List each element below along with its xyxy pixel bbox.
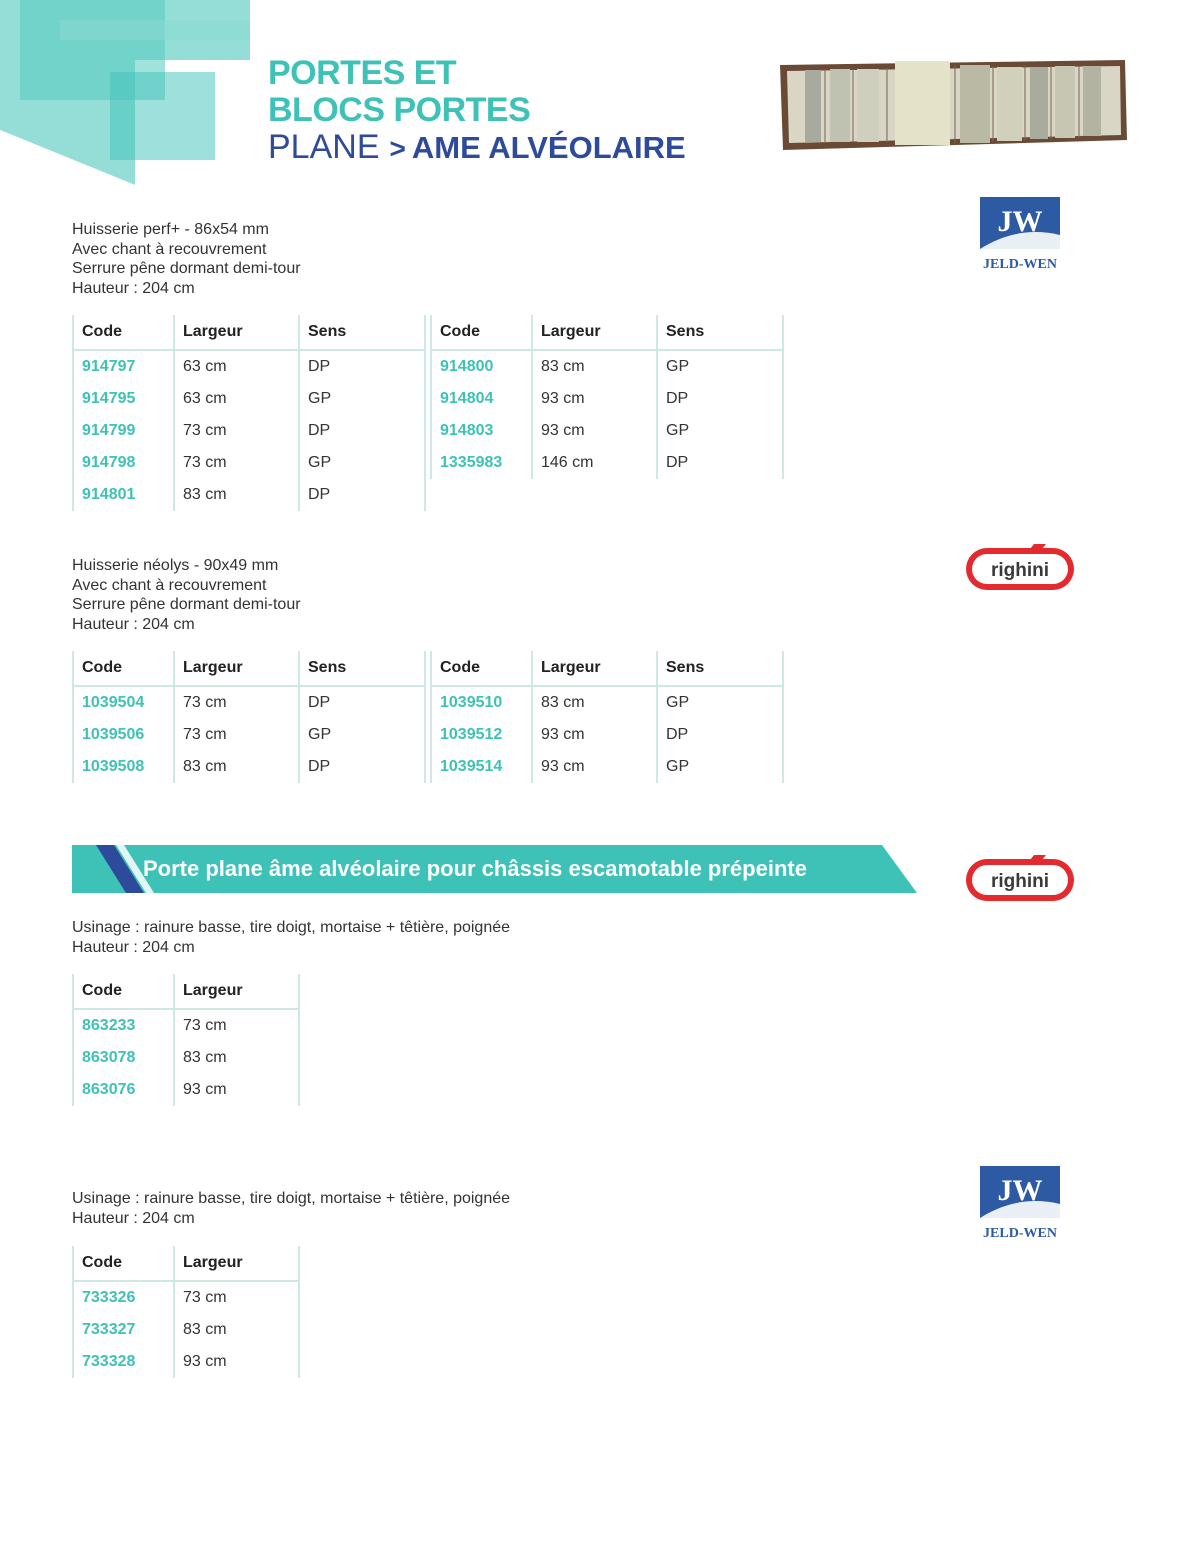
product-code: 733326 (73, 1281, 174, 1314)
direction-value: DP (299, 751, 425, 783)
title-subtitle: AME ALVÉOLAIRE (411, 130, 686, 165)
product-code: 914800 (431, 350, 532, 383)
door-core-image (775, 45, 1130, 155)
table-row (431, 751, 783, 783)
desc-line: Hauteur : 204 cm (72, 615, 195, 633)
desc-line: Serrure pêne dormant demi-tour (72, 596, 301, 613)
table-row (73, 686, 425, 719)
product-code: 863233 (73, 1009, 174, 1042)
product-code: 914799 (73, 415, 174, 447)
width-value: 73 cm (174, 1009, 299, 1042)
banner-title: Porte plane âme alvéolaire pour châssis escamotable prépeinte (143, 856, 807, 881)
jeldwen-logo (978, 1164, 1062, 1244)
header-sens: Sens (657, 315, 783, 350)
table-row (73, 383, 425, 415)
product-code: 1039510 (431, 686, 532, 719)
title-line-2: BLOCS PORTES (268, 91, 531, 129)
table-row (73, 447, 425, 479)
jeldwen-mark: JW (997, 205, 1043, 238)
header-code: Code (431, 315, 532, 350)
product-code: 1039504 (73, 686, 174, 719)
table-header-row (431, 651, 783, 686)
direction-value: DP (299, 479, 425, 511)
width-value: 93 cm (174, 1346, 299, 1378)
header-largeur: Largeur (174, 1246, 299, 1281)
table-row (73, 1346, 299, 1378)
direction-value: GP (299, 383, 425, 415)
direction-value: DP (657, 719, 783, 751)
desc-line: Usinage : rainure basse, tire doigt, mortaise + têtière, poignée (72, 1190, 511, 1207)
header-largeur: Largeur (532, 651, 657, 686)
table-row (431, 719, 783, 751)
table-row (431, 350, 783, 383)
direction-value: DP (299, 686, 425, 719)
width-value: 73 cm (174, 719, 299, 751)
header-largeur: Largeur (174, 315, 299, 350)
title-plane: PLANE (268, 128, 380, 166)
width-value: 83 cm (174, 479, 299, 511)
header-code: Code (73, 1246, 174, 1281)
jeldwen-mark: JW (997, 1174, 1043, 1207)
table-row (73, 350, 425, 383)
product-code: 1335983 (431, 447, 532, 479)
desc-line: Hauteur : 204 cm (72, 1209, 195, 1227)
desc-line: Hauteur : 204 cm (72, 279, 195, 297)
title-separator: > (389, 133, 406, 164)
direction-value: DP (299, 350, 425, 383)
section3-table (72, 974, 300, 1106)
direction-value: GP (657, 415, 783, 447)
jeldwen-name: JELD-WEN (983, 257, 1057, 272)
section1-table-left (72, 315, 426, 511)
table-header-row (73, 651, 425, 686)
table-row (73, 415, 425, 447)
desc-line: Serrure pêne dormant demi-tour (72, 260, 301, 277)
section1-table-right (430, 315, 784, 479)
table-row (73, 751, 425, 783)
title-line-3 (268, 129, 686, 167)
header-largeur: Largeur (174, 651, 299, 686)
product-code: 863078 (73, 1042, 174, 1074)
width-value: 73 cm (174, 686, 299, 719)
table-row (431, 383, 783, 415)
product-code: 914804 (431, 383, 532, 415)
direction-value: DP (657, 383, 783, 415)
width-value: 83 cm (174, 1042, 299, 1074)
table-row (73, 1281, 299, 1314)
header-largeur: Largeur (174, 974, 299, 1009)
header-sens: Sens (299, 651, 425, 686)
desc-line: Avec chant à recouvrement (72, 576, 267, 594)
desc-line: Hauteur : 204 cm (72, 938, 195, 956)
width-value: 146 cm (532, 447, 657, 479)
righini-name: righini (990, 560, 1050, 581)
width-value: 93 cm (174, 1074, 299, 1106)
table-row (73, 1042, 299, 1074)
section2-table-right (430, 651, 784, 783)
header-sens: Sens (299, 315, 425, 350)
width-value: 83 cm (532, 350, 657, 383)
section1-description (72, 220, 301, 298)
table-header-row (431, 315, 783, 350)
corner-decoration (0, 0, 260, 190)
product-code: 1039508 (73, 751, 174, 783)
product-code: 914795 (73, 383, 174, 415)
product-code: 914797 (73, 350, 174, 383)
direction-value: GP (299, 719, 425, 751)
header-code: Code (73, 974, 174, 1009)
direction-value: GP (299, 447, 425, 479)
header-sens: Sens (657, 651, 783, 686)
width-value: 83 cm (532, 686, 657, 719)
width-value: 83 cm (174, 751, 299, 783)
width-value: 93 cm (532, 415, 657, 447)
direction-value: DP (299, 415, 425, 447)
product-code: 1039514 (431, 751, 532, 783)
table-row (73, 479, 425, 511)
header-code: Code (73, 315, 174, 350)
direction-value: DP (657, 447, 783, 479)
table-row (73, 1314, 299, 1346)
jeldwen-logo (978, 195, 1062, 275)
width-value: 73 cm (174, 447, 299, 479)
righini-name: righini (990, 871, 1050, 892)
table-header-row (73, 1246, 299, 1281)
width-value: 63 cm (174, 350, 299, 383)
section4-description (72, 1189, 510, 1228)
product-code: 1039512 (431, 719, 532, 751)
product-code: 1039506 (73, 719, 174, 751)
section3-description (72, 918, 510, 957)
righini-logo (964, 542, 1076, 594)
direction-value: GP (657, 751, 783, 783)
table-row (431, 415, 783, 447)
page-title (268, 55, 686, 167)
width-value: 73 cm (174, 1281, 299, 1314)
desc-line: Huisserie néolys - 90x49 mm (72, 557, 279, 574)
section2-table-left (72, 651, 426, 783)
table-row (431, 447, 783, 479)
title-line-1: PORTES ET (268, 54, 457, 92)
width-value: 73 cm (174, 415, 299, 447)
desc-line: Avec chant à recouvrement (72, 240, 267, 258)
header-code: Code (431, 651, 532, 686)
jeldwen-name: JELD-WEN (983, 1226, 1057, 1241)
table-header-row (73, 315, 425, 350)
width-value: 93 cm (532, 719, 657, 751)
product-code: 914803 (431, 415, 532, 447)
desc-line: Usinage : rainure basse, tire doigt, mortaise + têtière, poignée (72, 919, 511, 936)
product-code: 733328 (73, 1346, 174, 1378)
width-value: 93 cm (532, 751, 657, 783)
table-row (73, 1009, 299, 1042)
header-largeur: Largeur (532, 315, 657, 350)
table-header-row (73, 974, 299, 1009)
width-value: 83 cm (174, 1314, 299, 1346)
section2-description (72, 556, 301, 634)
righini-logo (964, 853, 1076, 905)
desc-line: Huisserie perf+ - 86x54 mm (72, 221, 269, 238)
product-code: 914801 (73, 479, 174, 511)
product-code: 863076 (73, 1074, 174, 1106)
table-row (431, 686, 783, 719)
direction-value: GP (657, 686, 783, 719)
direction-value: GP (657, 350, 783, 383)
section4-table (72, 1246, 300, 1378)
header-code: Code (73, 651, 174, 686)
product-code: 914798 (73, 447, 174, 479)
table-row (73, 719, 425, 751)
product-code: 733327 (73, 1314, 174, 1346)
width-value: 63 cm (174, 383, 299, 415)
table-row (73, 1074, 299, 1106)
width-value: 93 cm (532, 383, 657, 415)
